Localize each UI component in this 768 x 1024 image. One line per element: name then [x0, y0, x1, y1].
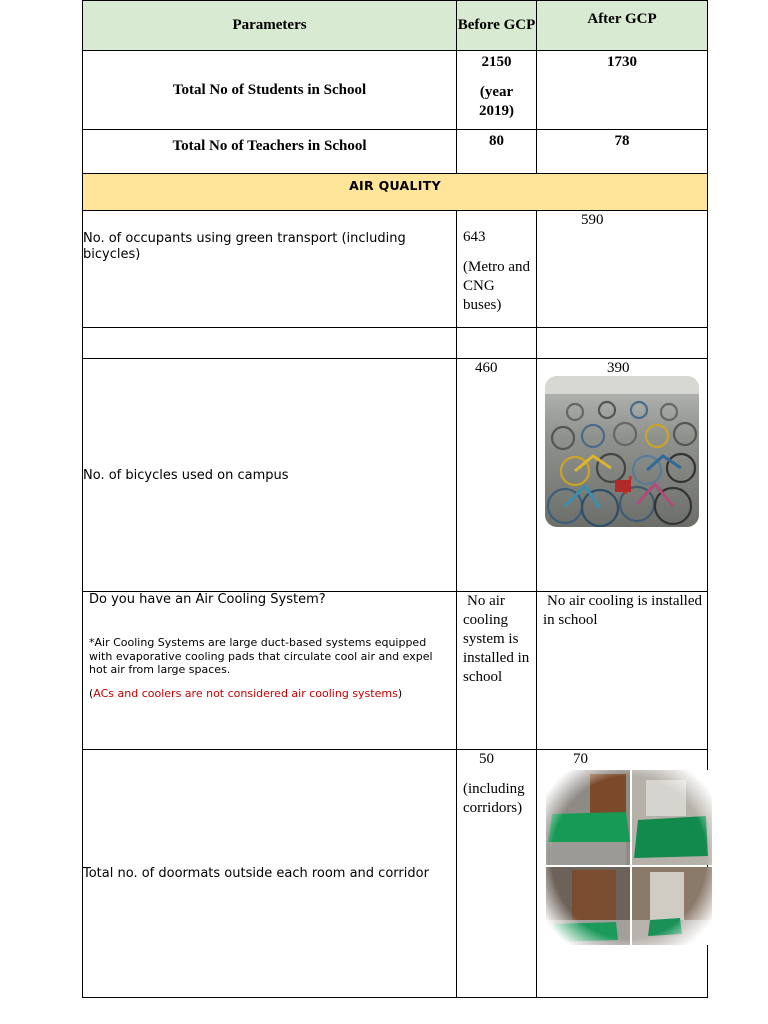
- cell-teachers-after: [537, 130, 708, 174]
- cell-green-transport-after: [537, 211, 708, 328]
- cell-air-cooling-after: [537, 592, 708, 750]
- air-cooling-after-text: No air cooling is installed in school: [543, 593, 702, 628]
- green-transport-before-value: 643: [463, 229, 486, 245]
- air-cooling-red-note: ACs and coolers are not considered air cooling systems: [93, 686, 398, 700]
- green-transport-before-note: (Metro and CNG buses): [463, 259, 531, 313]
- row-label-doormats: Total no. of doormats outside each room and corridor: [83, 750, 457, 998]
- row-label-students: Total No of Students in School: [83, 51, 457, 130]
- air-cooling-note: *Air Cooling Systems are large duct-based systems equipped with evaporative cooling pads that circulate cool air and expel hot air from large spaces.: [89, 636, 433, 676]
- students-before-value: 2150: [481, 54, 512, 70]
- empty-cell: [537, 328, 708, 359]
- cell-students-after: [537, 51, 708, 130]
- air-cooling-red-note-line: [89, 687, 448, 701]
- students-before-note: (year 2019): [479, 84, 514, 119]
- paren-open: (: [89, 686, 94, 700]
- bicycles-photo: [545, 376, 699, 527]
- cell-doormats-before: [457, 750, 537, 998]
- cell-bicycles-before: [457, 359, 537, 592]
- cell-teachers-before: [457, 130, 537, 174]
- doormats-before-value: 50: [479, 751, 494, 767]
- bicycles-after-value: 390: [607, 360, 630, 376]
- empty-cell: [83, 328, 457, 359]
- table-row: [83, 51, 708, 130]
- doormats-illustration: [546, 770, 712, 945]
- empty-row: [83, 328, 708, 359]
- header-parameters: Parameters: [83, 1, 457, 51]
- cell-air-cooling-question: [83, 592, 457, 750]
- green-transport-after-value: 590: [581, 212, 604, 228]
- bicycles-before-value: 460: [475, 360, 498, 376]
- cell-air-cooling-before: [457, 592, 537, 750]
- bicycles-illustration: [545, 376, 699, 527]
- empty-cell: [457, 328, 537, 359]
- table-row: [83, 211, 708, 328]
- air-cooling-before-text: No air cooling system is installed in school: [463, 593, 530, 685]
- table-header-row: [83, 1, 708, 51]
- teachers-after-value: 78: [614, 133, 630, 149]
- cell-green-transport-before: [457, 211, 537, 328]
- header-before-gcp: Before GCP: [457, 1, 537, 51]
- doormats-photo: [546, 770, 712, 945]
- section-title-air-quality: AIR QUALITY: [83, 174, 708, 211]
- row-label-green-transport: No. of occupants using green transport (including bicycles): [83, 211, 457, 328]
- row-label-teachers: Total No of Teachers in School: [83, 130, 457, 174]
- section-row: [83, 174, 708, 211]
- students-after-value: 1730: [607, 54, 637, 70]
- teachers-before-value: 80: [489, 133, 504, 149]
- row-label-bicycles: No. of bicycles used on campus: [83, 359, 457, 592]
- table-row: [83, 592, 708, 750]
- doormats-after-value: 70: [573, 751, 588, 767]
- cell-students-before: [457, 51, 537, 130]
- table-row: [83, 130, 708, 174]
- header-after-gcp: After GCP: [537, 1, 708, 51]
- paren-close: ): [397, 686, 403, 700]
- air-cooling-question: Do you have an Air Cooling System?: [89, 592, 326, 607]
- doormats-before-note: (including corridors): [463, 781, 525, 816]
